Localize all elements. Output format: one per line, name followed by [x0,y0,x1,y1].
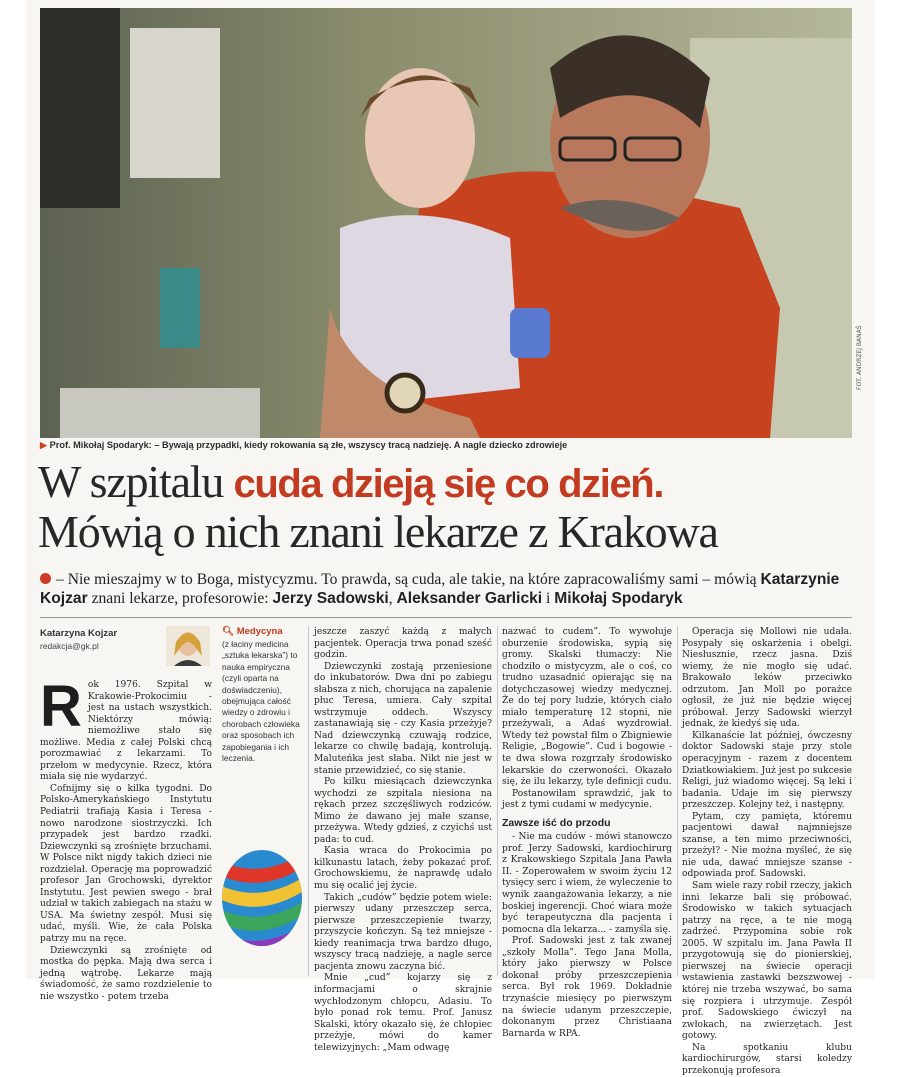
photo-illustration [40,8,852,438]
col2-paragraph-5: Takich „cudów” będzie potem wiele: pierwszy udany przeszczep serca, pierwsze przeszczepienie twarzy, przyszycie kończyn. Są też mniejsze - kiedy reanimacja trwa bardzo długo, wszyscy tracą nadzieję, a nagle serce pacjenta znowu zaczyna bić. [314,892,492,972]
definition-box [222,626,304,764]
lead-sep-1: , [388,590,397,607]
col3-paragraph-2: Postanowiłam sprawdzić, jak to jest z tymi cudami w medycynie. [502,788,672,811]
author-email: redakcja@gk.pl [40,641,99,651]
column-1 [40,674,212,1003]
col4-paragraph-2: Kilkanaście lat później, ówczesny doktor Sadowski staje przy stole operacyjnym - razem z docentem Dziatkowiakiem. Już jest po sukcesie Religi, już wiadomo więcej. Są leki i badania. Udaje im się pierwszy przeszczep. Kolejny też, i następny. [682,730,852,811]
easter-egg-icon [220,846,304,948]
definition-text: (z łaciny medicina „sztuka lekarska”) to nauka empiryczna (czyli oparta na doświadczeniu), obejmująca całość wiedzy o zdrowiu i chorobach człowieka oraz sposobach ich zapobiegania i ich leczenia. [222,639,300,764]
caption-text: – Bywają przypadki, kiedy rokowania są złe, wszyscy tracą nadzieję. A nagle dziecko zdrowieje [154,440,568,450]
col2-paragraph-2: Dziewczynki zostają przeniesione do inkubatorów. Dwa dni po zabiegu słabsza z nich, chorująca na zapalenie płuc Teresa, umiera. Cały szpital wstrzymuje oddech. Wszyscy zastanawiają się - czy Kasia przeżyje? Nad dziewczynką czuwają rodzice, lekarze co chwilę badają, kontrolują. Maluteńka jest słaba. Nikt nie jest w stanie przewidzieć, co się stanie. [314,661,492,776]
col1-paragraph-1: ok 1976. Szpital w Krakowie-Prokocimiu - jest na ustach wszystkich. Niektórzy mówią: niemożliwe stało się możliwe. Media z całej Polski chcą porozmawiać z lekarzami. To przełom w medycynie. Rzecz, która miała się nie wydarzyć. [40,680,212,783]
photo-credit: FOT. ANDRZEJ BANAŚ [856,325,863,390]
col4-paragraph-4: Sam wiele razy robił rzeczy, jakich inni lekarze bali się próbować. Środowisko w takich sytuacjach patrzy na ręce, a te nie mogą zadrżeć. Przypomina sobie rok 2005. W szpitalu im. Jana Pawła II przygotowują się do pionierskiej, pierwszej na świecie operacji wstawienia zastawki bezszwowej - której nie trzeba wszywać, bo sama się rozpiera i utrzymuje. Zespół prof. Sadowskiego ćwiczył na zwłokach, na zwierzętach. Jest gotowy. [682,881,852,1042]
col2-paragraph-3: Po kilku miesiącach dziewczynka wychodzi ze szpitala niesiona na rękach przez szczęśliwych rodziców. Mimo że dawano jej małe szanse, przeżywa. Wtedy gdzieś, z czyichś ust pada: to cud. [314,777,492,845]
col4-paragraph-5: Na spotkaniu klubu kardiochirurgów, starsi koledzy przekonują profesora [682,1042,852,1076]
col1-paragraph-3: Dziewczynki są zrośnięte od mostka do pępka. Mają dwa serca i jedną wątrobę. Lekarze mają świadomość, że samo rozdzielenie to nie wszystko - potem trzeba [40,945,212,1002]
bullet-dot-icon [40,573,51,584]
column-2 [314,627,492,1054]
lead-sep-2: i [542,590,555,607]
lead-doctor-3: Mikołaj Spodaryk [554,590,683,607]
lead-mid: znani lekarze, profesorowie: [87,590,273,607]
article-photo [40,8,852,438]
col1-paragraph-2: Cofnijmy się o kilka tygodni. Do Polsko-Amerykańskiego Instytutu Pediatrii trafiają Kasia i Teresa - nowo narodzone siostrzyczki. Ich przypadek jest bardzo rzadki. Dziewczynki są zrośnięte brzuchami. W Polsce nikt nigdy takich dzieci nie rozdzielał. Operację ma poprowadzić profesor Jan Grochowski, dyrektor Instytutu. Jest pewien swego - brał udział w takich zabiegach na stażu w USA. Ma świetny zespół. Musi się udać, myśli. Wie, że cała Polska patrzy mu na ręce. [40,783,212,945]
definition-label [222,626,304,637]
author-name: Katarzyna Kojzar [40,628,118,639]
column-3 [502,627,672,1040]
col4-paragraph-1: Operacja się Mollowi nie udała. Posypały się oskarżenia i obelgi. Niesłusznie, rzecz jasna. Dziś wiemy, że nie mogło się udać. Brakowało leków przeciwko odrzutom. Jan Moll po porażce ogłosił, że już nie będzie więcej próbował. Jerzy Sadowski wierzył jednak, że kiedyś się uda. [682,627,852,730]
byline [40,628,117,651]
subheading: Zawsze iść do przodu [502,816,611,829]
col2-paragraph-4: Kasia wraca do Prokocimia po kilkunastu latach, żeby pokazać prof. Grochowskiemu, że naprawdę udało mu się ocalić jej życie. [314,846,492,892]
headline [38,458,858,556]
dropcap: R [40,674,82,739]
col3-paragraph-4: Prof. Sadowski jest z tak zwanej „szkoły Molla”. Tego Jana Molla, który jako pierwszy w Polsce dokonał próby przeszczepienia serca. Był rok 1969. Dokładnie trzynaście miesięcy po pierwszym na świecie udanym przeszczepie, dokonanym przez Christiaana Barnarda w RPA. [502,936,672,1039]
lead-doctor-1: Jerzy Sadowski [272,590,389,607]
column-separator [308,626,309,976]
headline-red: cuda dzieją się co dzień. [233,462,664,506]
headline-line2: Mówią o nich znani lekarze z Krakowa [38,506,718,557]
col2-paragraph-1: jeszcze zaszyć każdą z małych pacjentek. Operacja trwa ponad sześć godzin. [314,627,492,661]
col4-paragraph-3: Pytam, czy pamięta, któremu pacjentowi dawał najmniejsze szanse, a ten mimo przeciwności, przeżył? - Nie można myśleć, że się nie uda, dawać mniejsze szanse - odpowiada prof. Sadowski. [682,811,852,880]
lead-doctor-2: Aleksander Garlicki [396,590,543,607]
author-avatar [166,626,210,666]
avatar-portrait [166,626,210,666]
column-separator [497,626,498,976]
definition-title: Medycyna [236,626,283,637]
easter-egg-image [220,846,304,952]
lead-interviewer: Katarzynie Kojzar [40,571,840,607]
headline-plain: W szpitalu [38,456,234,507]
column-4 [682,627,852,1077]
caption-prefix: Prof. Mikołaj Spodaryk: [49,440,152,450]
photo-caption [40,440,567,451]
lead-text: – Nie mieszajmy w to Boga, mistycyzmu. To prawda, są cuda, ale takie, na które zapracowaliśmy sami – mówią [56,571,757,588]
divider [40,617,852,618]
col3-paragraph-3: - Nie ma cudów - mówi stanowczo prof. Jerzy Sadowski, kardiochirurg z Krakowskiego Szpitala Jana Pawła II. - Zoperowałem w swoim życiu 12 tysięcy serc i wiem, że wyleczenie to wynik zaangażowania lekarzy, a nie boskiej ingerencji. Choć wiara może być terapeutyczna dla pacjenta i pomocna dla lekarza... - zamyśla się. [502,832,672,935]
col3-paragraph-1: nazwać to cudem”. To wywołuje oburzenie środowiska, sypią się gromy. Skalski tłumaczy: Nie chodziło o mistycyzm, ale o coś, co trudno uzasadnić opierając się na dotychczasowej wiedzy medycznej. Że do tej pory ludzie, których ciało miało temperaturę 12 stopni, nie przeżywali, a Adaś wyzdrowiał. Wtedy też powstał film o Zbigniewie Religie, „Bogowie”. Cud i bogowie - te dwa słowa rozgrzały środowisko lekarskie do czerwoności. Okazało się, że ilu lekarzy, tyle definicji cudu. [502,627,672,788]
col2-paragraph-6: Mnie „cud” kojarzy się z informacjami o skrajnie wychłodzonym chłopcu, Adasiu. To było ponad rok temu. Prof. Janusz Skalski, który okazało się, że chłopiec przeżyje, mówi do kamer telewizyjnych: „Mam odwagę [314,973,492,1053]
column-separator [677,626,678,976]
magnifier-icon: 🔍︎ [222,626,235,637]
lead-paragraph [40,570,860,608]
caption-arrow-icon: ▶ [40,440,48,450]
